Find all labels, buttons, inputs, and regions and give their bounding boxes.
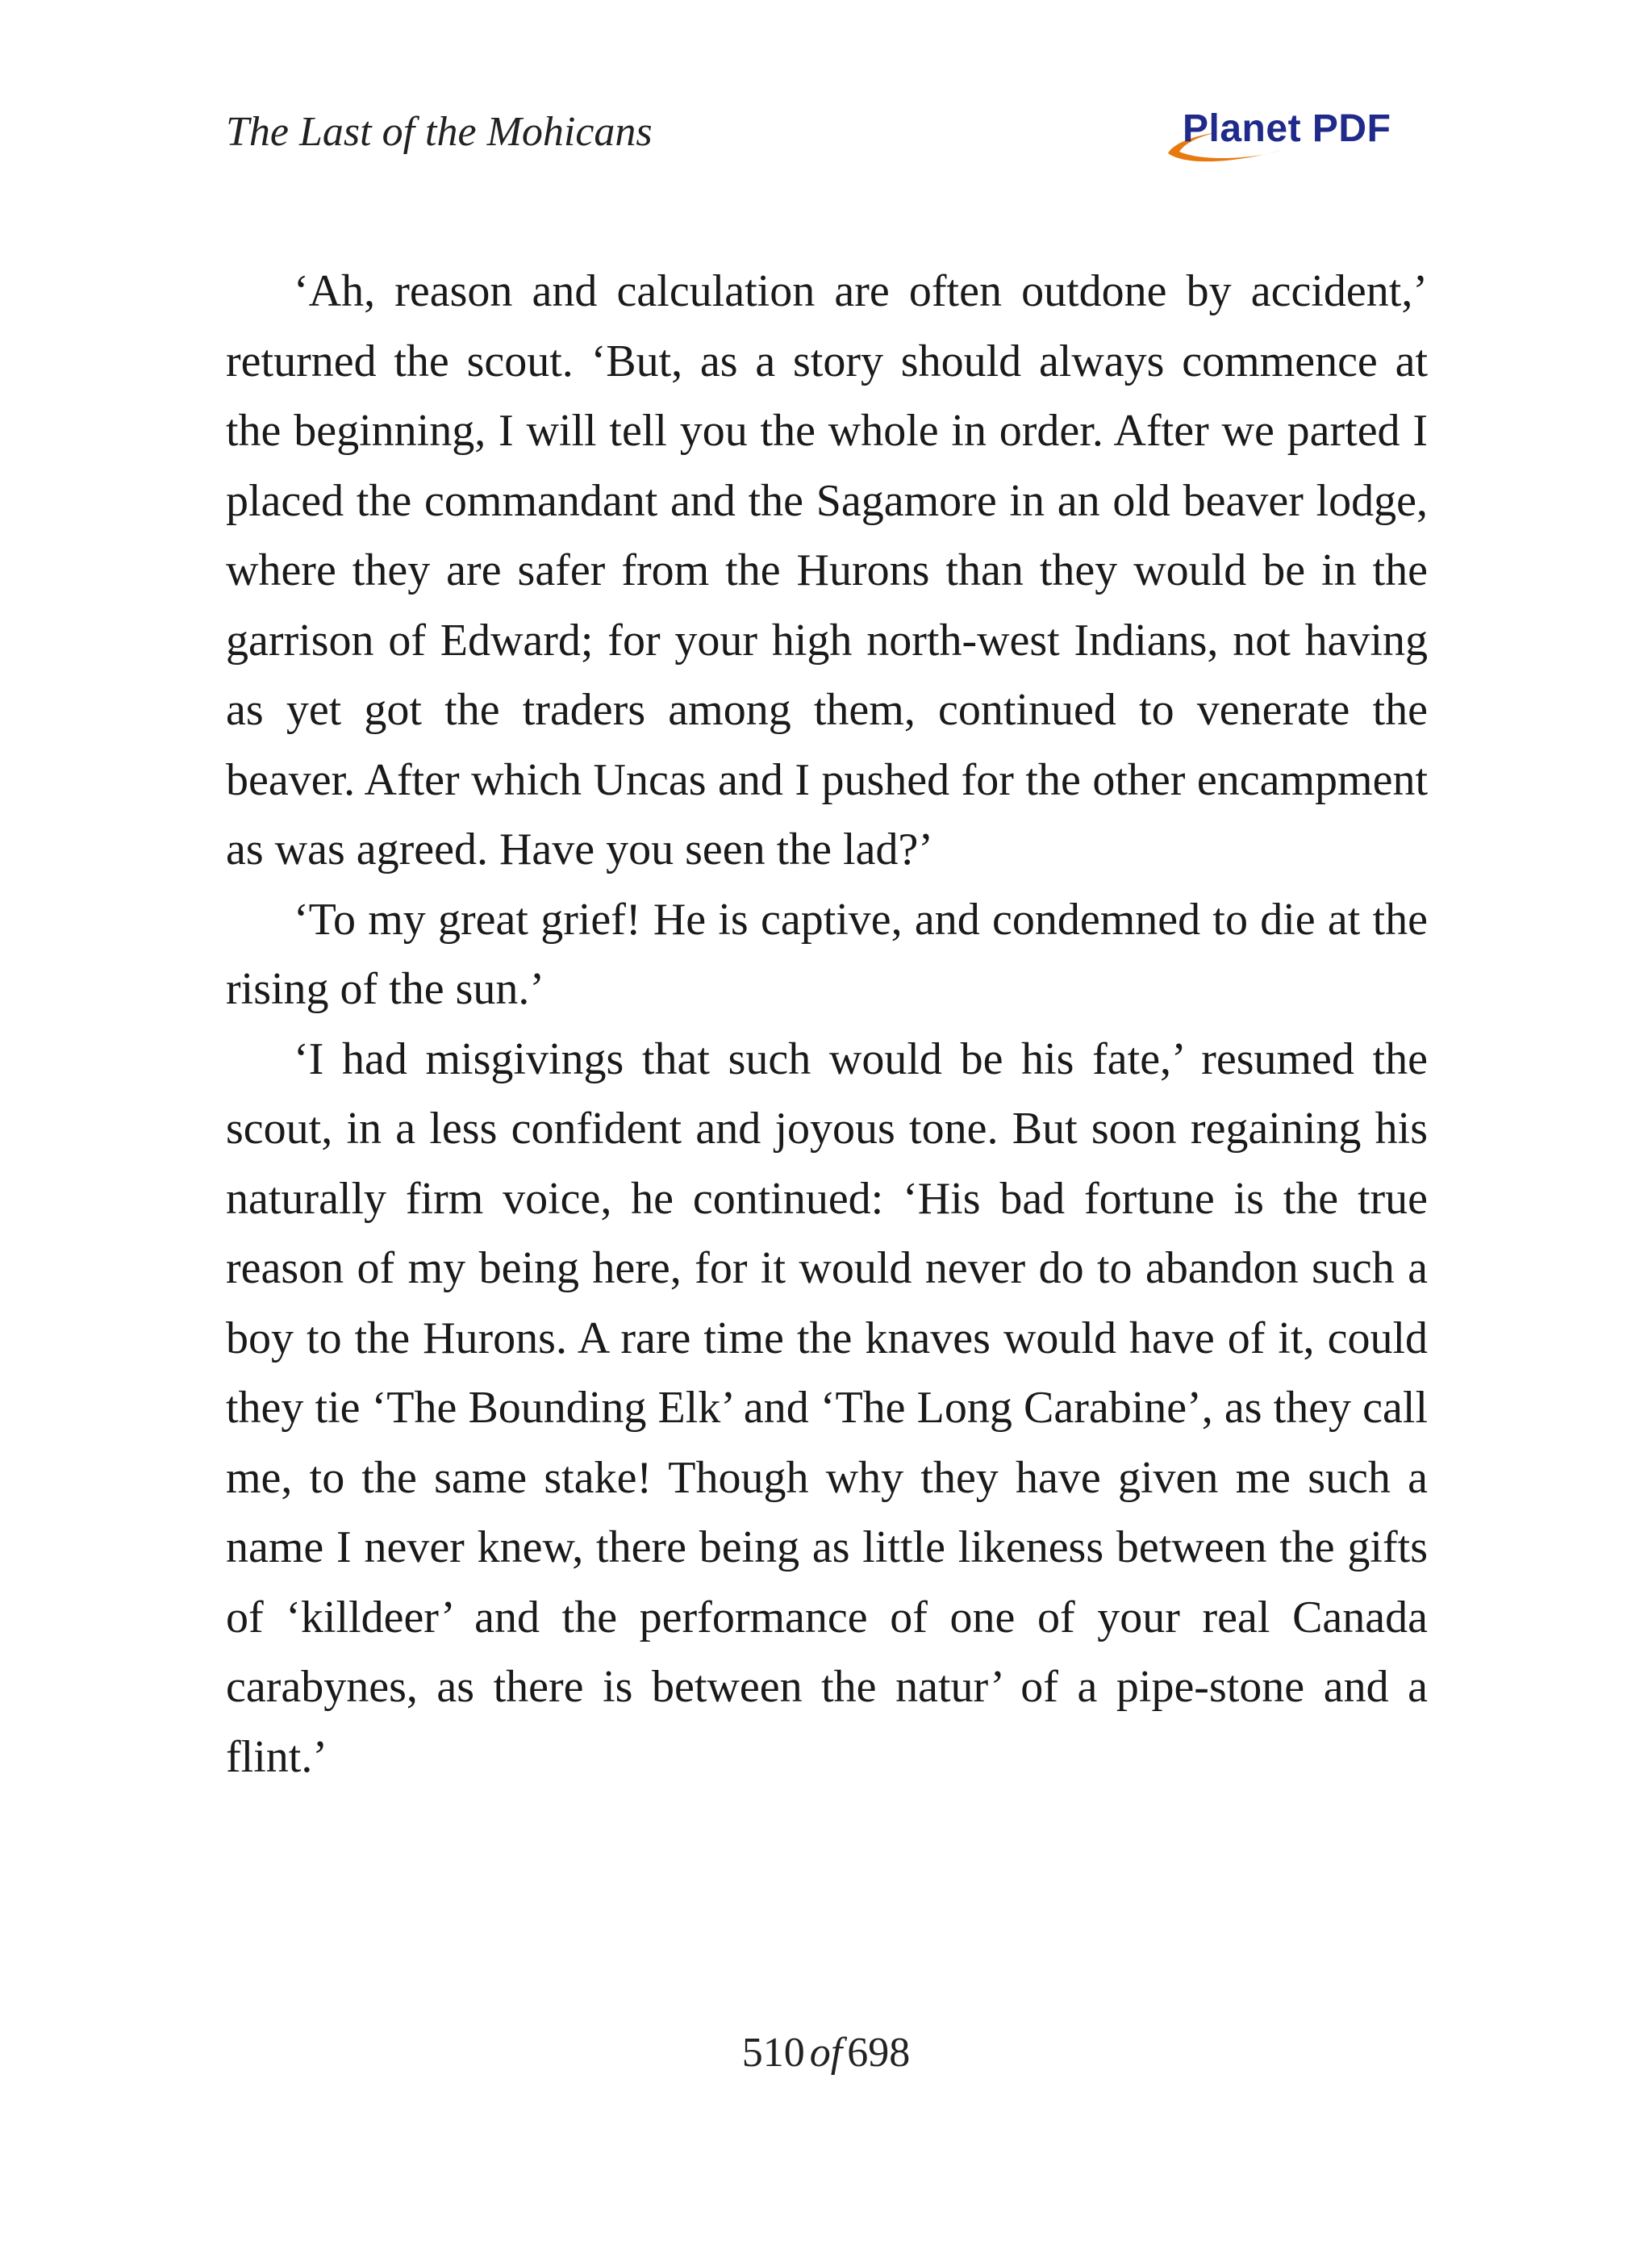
paragraph-3: ‘I had misgivings that such would be his fate,’ resumed the scout, in a less confident and joyous tone. But soon regaining his naturally firm voice, he continued: ‘His bad fortune is the true reason of my being here, for it would never do to abandon such a boy to the Hurons. A rare time the knaves would have of it, could they tie ‘The Bounding Elk’ and ‘The Long Carabine’, as they call me, to the same stake! Though why they have given me such a name I never knew, there being as little likeness between the gifts of ‘killdeer’ and the performance of one of your real Canada carabynes, as there is between the natur’ of a pipe-stone and a flint.’ <box>226 1033 1428 1782</box>
paragraph-1: ‘Ah, reason and calculation are often outdone by accident,’ returned the scout. ‘But, as a story should always commence at the beginning, I will tell you the whole in order. After we parted I placed the commandant and the Sagamore in an old beaver lodge, where they are safer from the Hurons than they would be in the garrison of Edward; for your high north-west Indians, not having as yet got the traders among them, continued to venerate the beaver. After which Uncas and I pushed for the other encampment as was agreed. Have you seen the lad?’ <box>226 266 1428 874</box>
logo-text: Planet PDF <box>1183 107 1391 150</box>
page-number: 510 <box>741 2030 805 2076</box>
page-of-label: of <box>809 2030 843 2076</box>
page-footer <box>0 2029 1652 2077</box>
paragraph-2: ‘To my great grief! He is captive, and condemned to die at the rising of the sun.’ <box>226 894 1428 1014</box>
page-header <box>226 103 1428 168</box>
planet-pdf-logo <box>1162 103 1428 168</box>
total-pages: 698 <box>847 2030 911 2076</box>
book-title: The Last of the Mohicans <box>226 109 653 155</box>
page-body <box>226 257 1428 1792</box>
